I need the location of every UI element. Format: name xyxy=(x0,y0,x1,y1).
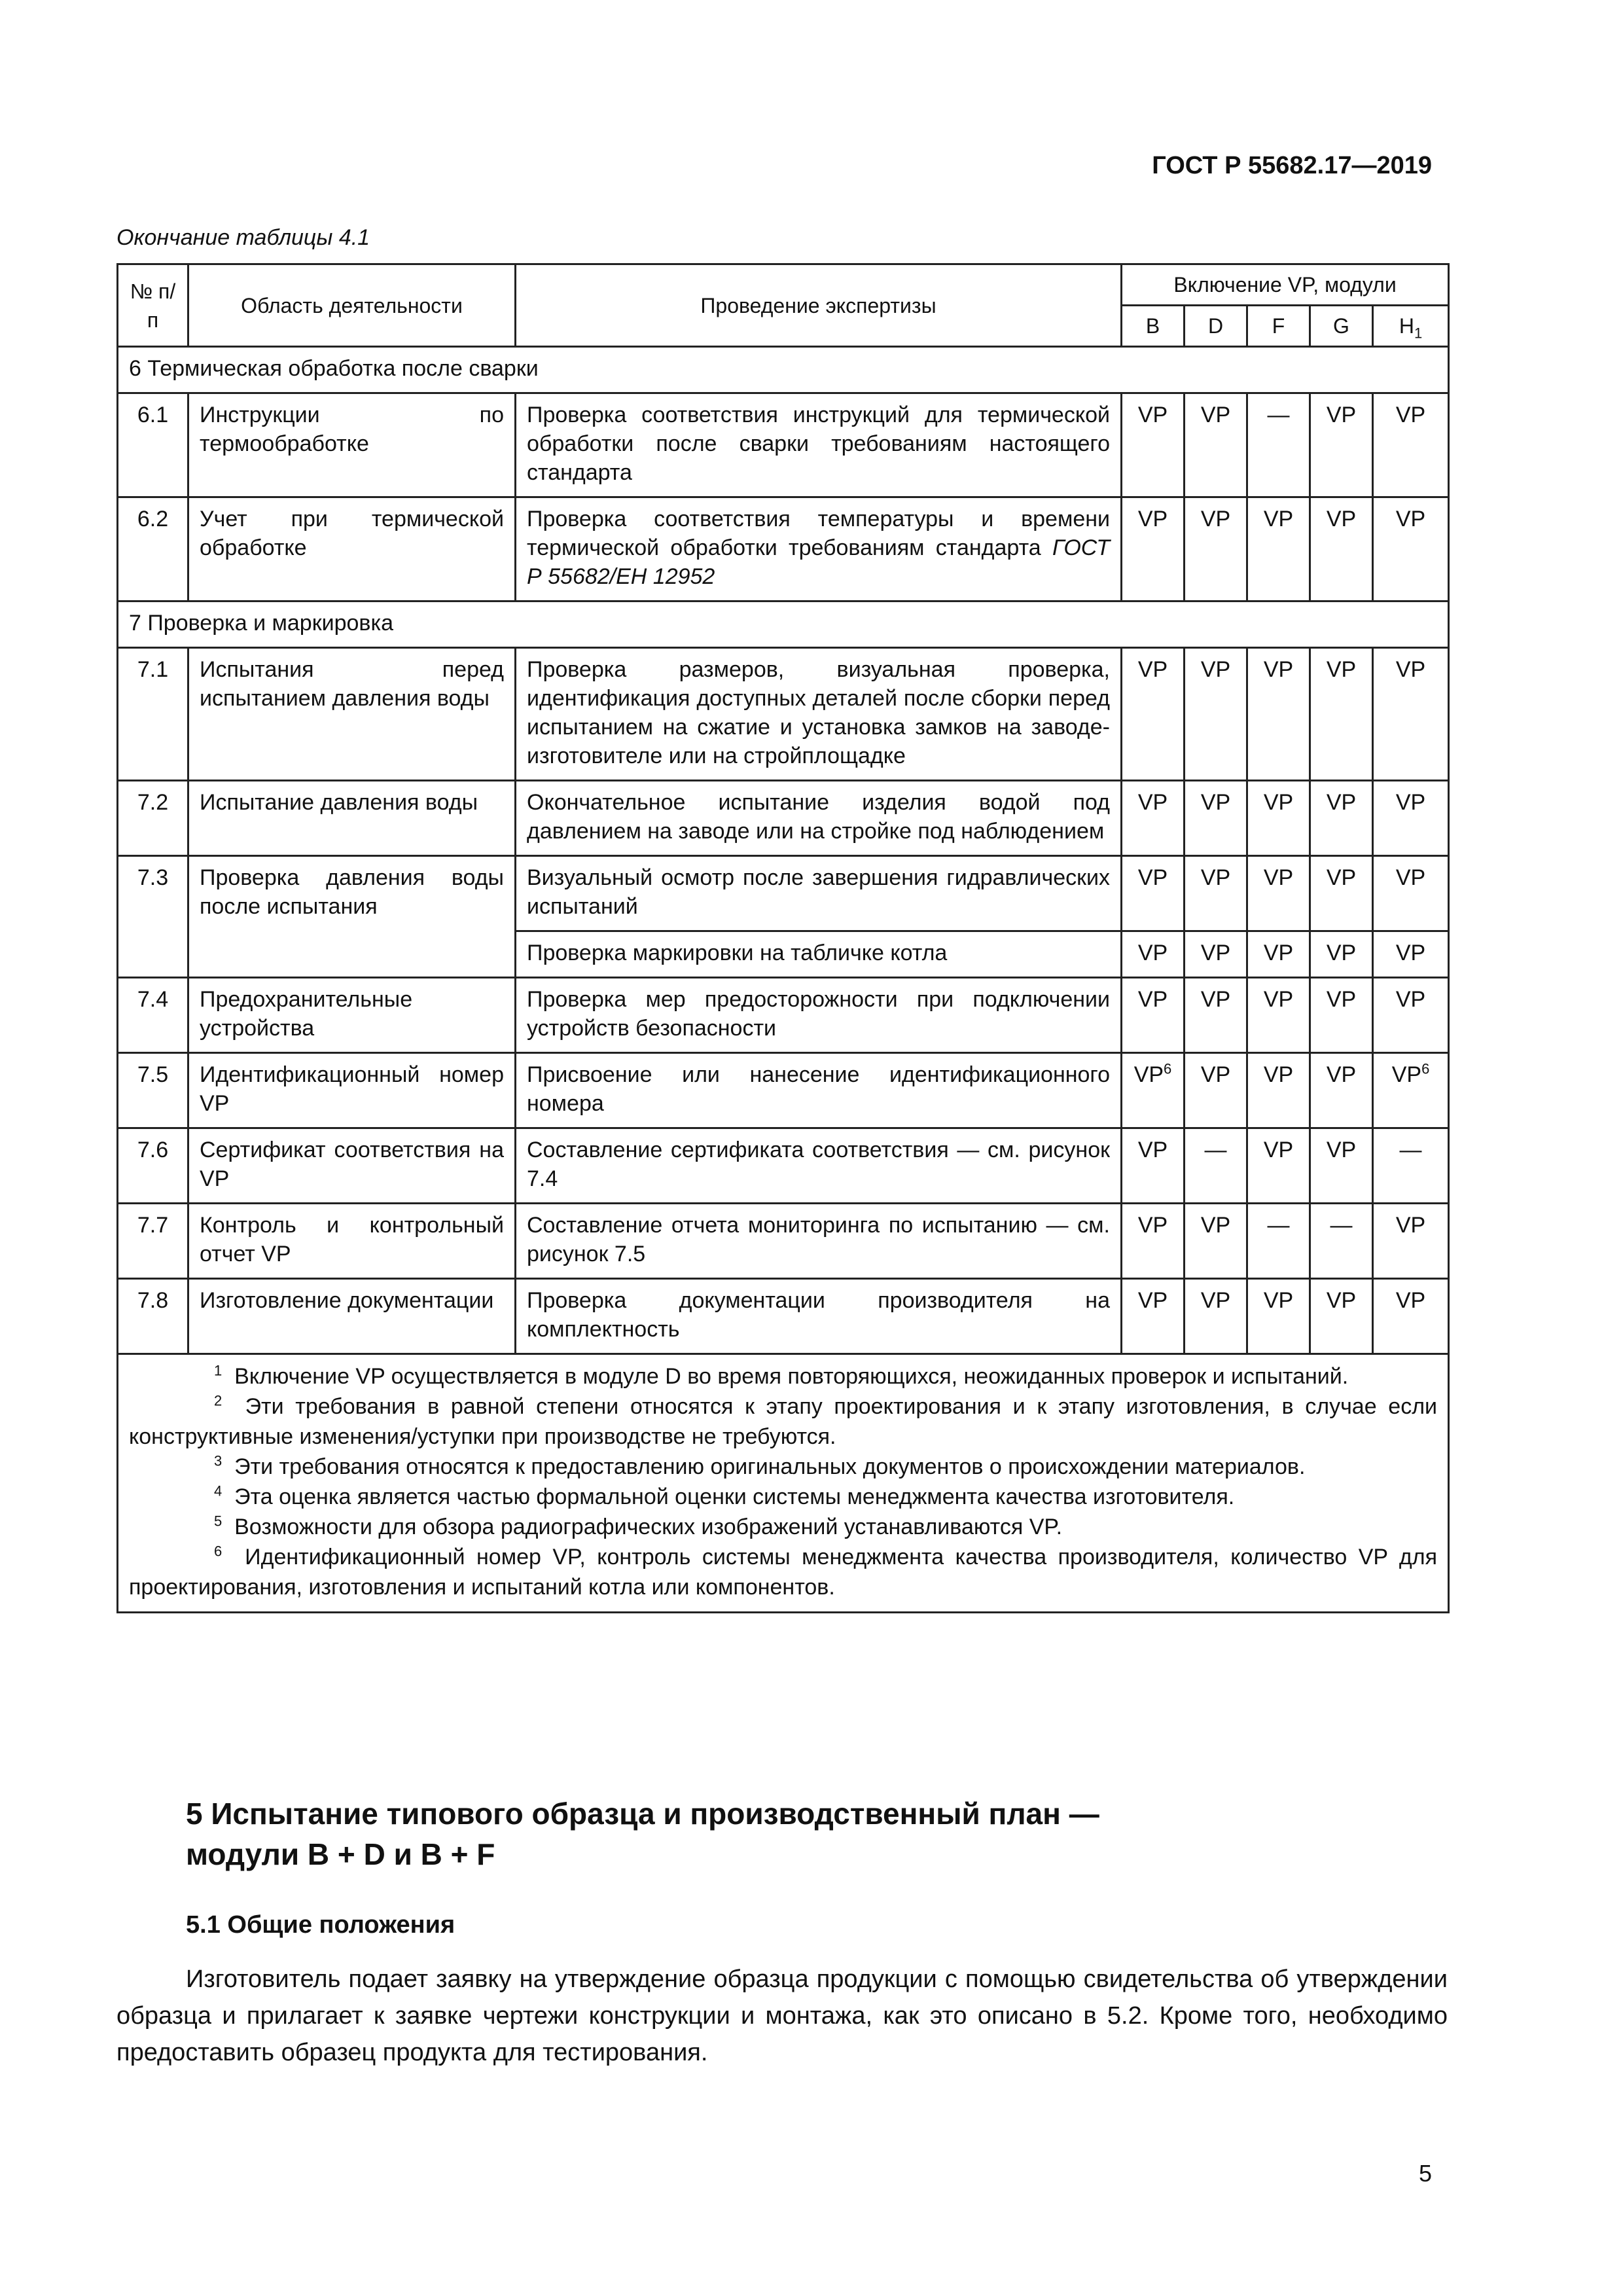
row-area: Испытание давления воды xyxy=(188,781,516,856)
cell-h: VP xyxy=(1373,393,1449,497)
cell-f: — xyxy=(1247,1204,1310,1279)
footnote-ref: 6 xyxy=(1421,1060,1430,1077)
header-inclusion: Включение VP, модули xyxy=(1122,264,1449,306)
cell-f: VP xyxy=(1247,931,1310,978)
header-exam: Проведение экспертизы xyxy=(516,264,1122,347)
cell-b: VP xyxy=(1122,856,1185,931)
cell-f: VP xyxy=(1247,856,1310,931)
row-number: 7.7 xyxy=(118,1204,188,1279)
table-row xyxy=(118,856,1449,931)
cell-f: VP xyxy=(1247,1128,1310,1204)
row-exam: Проверка размеров, визуальная проверка, идентификация доступных деталей после сборки перед испытанием на сжатие и установка замков на заводе-изготовителе или на стройплощадке xyxy=(516,648,1122,781)
footnote-text: Включение VP осуществляется в модуле D во время повторяющихся, неожиданных проверок и испытаний. xyxy=(234,1364,1349,1389)
footnote xyxy=(129,1452,1437,1482)
section-heading xyxy=(186,1793,1429,1874)
footnote-number: 6 xyxy=(214,1543,223,1560)
row-area: Предохранительные устройства xyxy=(188,978,516,1053)
row-number: 7.8 xyxy=(118,1279,188,1354)
body-paragraph: Изготовитель подает заявку на утверждение образца продукции с помощью свидетельства об утверждении образца и прилагает к заявке чертежи конструкции и монтажа, как это описано в 5.2. Кроме того, необходимо предоставить образец продукта для тестирования. xyxy=(116,1965,1448,2066)
table-row xyxy=(118,781,1449,856)
cell-h: — xyxy=(1373,1128,1449,1204)
table-row xyxy=(118,1053,1449,1128)
row-area: Учет при термической обработке xyxy=(188,497,516,601)
cell-h: VP xyxy=(1373,1204,1449,1279)
header-module-g: G xyxy=(1310,306,1373,347)
cell-d: VP xyxy=(1185,1053,1247,1128)
table-caption: Окончание таблицы 4.1 xyxy=(116,225,370,250)
cell-d: VP xyxy=(1185,1204,1247,1279)
cell-f: — xyxy=(1247,393,1310,497)
row-area: Изготовление документации xyxy=(188,1279,516,1354)
header-row-1 xyxy=(118,264,1449,306)
footnote xyxy=(129,1512,1437,1542)
row-area: Сертификат соответствия на VP xyxy=(188,1128,516,1204)
table-row xyxy=(118,497,1449,601)
cell-d: VP xyxy=(1185,978,1247,1053)
cell-b xyxy=(1122,1053,1185,1128)
cell-b: VP xyxy=(1122,1279,1185,1354)
page-number: 5 xyxy=(1418,2160,1432,2187)
footnote-text: Эти требования относятся к предоставлению оригинальных документов о происхождении материалов. xyxy=(234,1454,1306,1479)
cell-h: VP xyxy=(1373,781,1449,856)
row-area: Проверка давления воды после испытания xyxy=(188,856,516,978)
cell-value: VP xyxy=(1133,1062,1164,1087)
footnote xyxy=(129,1482,1437,1512)
table-row xyxy=(118,1128,1449,1204)
cell-b: VP xyxy=(1122,931,1185,978)
cell-d: VP xyxy=(1185,856,1247,931)
footnote-text: Идентификационный номер VP, контроль системы менеджмента качества производителя, количество VP для проектирования, изготовления и испытаний котла или компонентов. xyxy=(129,1545,1438,1600)
cell-h: VP xyxy=(1373,497,1449,601)
subsection-heading: 5.1 Общие положения xyxy=(186,1911,455,1939)
cell-b: VP xyxy=(1122,1128,1185,1204)
footnote-text: Эта оценка является частью формальной оценки системы менеджмента качества изготовителя. xyxy=(234,1484,1235,1509)
cell-d: VP xyxy=(1185,393,1247,497)
cell-f: VP xyxy=(1247,781,1310,856)
row-area: Контроль и контрольный отчет VP xyxy=(188,1204,516,1279)
cell-h: VP xyxy=(1373,931,1449,978)
cell-d: VP xyxy=(1185,931,1247,978)
document-code: ГОСТ Р 55682.17—2019 xyxy=(1152,152,1432,179)
row-exam: Составление отчета мониторинга по испытанию — см. рисунок 7.5 xyxy=(516,1204,1122,1279)
row-number: 7.1 xyxy=(118,648,188,781)
row-area: Инструкции по термообработке xyxy=(188,393,516,497)
row-number: 6.2 xyxy=(118,497,188,601)
footnote-number: 2 xyxy=(214,1392,223,1409)
footnote xyxy=(129,1542,1437,1602)
cell-g: VP xyxy=(1310,1128,1373,1204)
cell-d: — xyxy=(1185,1128,1247,1204)
cell-g: VP xyxy=(1310,497,1373,601)
row-exam-standard: ГОСТ Р 55682/ЕН 12952 xyxy=(527,535,1110,589)
cell-g: VP xyxy=(1310,393,1373,497)
cell-b: VP xyxy=(1122,393,1185,497)
footnote-number: 5 xyxy=(214,1513,223,1530)
section-heading-line-1: 5 Испытание типового образца и производственный план — xyxy=(186,1797,1099,1831)
row-exam-text: Проверка соответствия температуры и времени термической обработки требованиям стандарта xyxy=(527,507,1110,560)
row-exam: Проверка документации производителя на комплектность xyxy=(516,1279,1122,1354)
footnote xyxy=(129,1391,1437,1452)
header-module-f: F xyxy=(1247,306,1310,347)
cell-g: VP xyxy=(1310,856,1373,931)
assessment-table xyxy=(116,263,1450,1613)
cell-value: VP xyxy=(1391,1062,1422,1087)
cell-d: VP xyxy=(1185,497,1247,601)
cell-f: VP xyxy=(1247,648,1310,781)
table-row xyxy=(118,648,1449,781)
row-exam: Проверка мер предосторожности при подключении устройств безопасности xyxy=(516,978,1122,1053)
row-exam: Составление сертификата соответствия — см. рисунок 7.4 xyxy=(516,1128,1122,1204)
cell-h xyxy=(1373,1053,1449,1128)
row-number: 7.4 xyxy=(118,978,188,1053)
header-num: № п/п xyxy=(118,264,188,347)
cell-g: VP xyxy=(1310,1279,1373,1354)
cell-f: VP xyxy=(1247,1053,1310,1128)
cell-h: VP xyxy=(1373,648,1449,781)
cell-b: VP xyxy=(1122,497,1185,601)
cell-f: VP xyxy=(1247,497,1310,601)
row-exam: Визуальный осмотр после завершения гидравлических испытаний xyxy=(516,856,1122,931)
row-exam xyxy=(516,497,1122,601)
cell-b: VP xyxy=(1122,648,1185,781)
cell-h: VP xyxy=(1373,1279,1449,1354)
table-row xyxy=(118,1279,1449,1354)
cell-g: VP xyxy=(1310,1053,1373,1128)
header-area: Область деятельности xyxy=(188,264,516,347)
footnote-number: 3 xyxy=(214,1452,223,1469)
footnote-text: Возможности для обзора радиографических изображений устанавливаются VP. xyxy=(234,1515,1063,1539)
cell-d: VP xyxy=(1185,648,1247,781)
footnote-number: 1 xyxy=(214,1362,223,1379)
row-number: 7.6 xyxy=(118,1128,188,1204)
footnote xyxy=(129,1361,1437,1391)
section-heading-line-2: модули B + D и B + F xyxy=(186,1837,495,1871)
header-module-d: D xyxy=(1185,306,1247,347)
cell-f: VP xyxy=(1247,1279,1310,1354)
row-exam: Проверка соответствия инструкций для термической обработки после сварки требованиям настоящего стандарта xyxy=(516,393,1122,497)
header-module-b: B xyxy=(1122,306,1185,347)
row-exam: Присвоение или нанесение идентификационного номера xyxy=(516,1053,1122,1128)
table-notes-row xyxy=(118,1354,1449,1613)
row-area: Испытания перед испытанием давления воды xyxy=(188,648,516,781)
cell-h: VP xyxy=(1373,978,1449,1053)
section-title: 7 Проверка и маркировка xyxy=(118,601,1449,648)
footnote-ref: 6 xyxy=(1164,1060,1172,1077)
header-module-h xyxy=(1373,306,1449,347)
footnote-number: 4 xyxy=(214,1482,223,1499)
cell-d: VP xyxy=(1185,1279,1247,1354)
cell-g: — xyxy=(1310,1204,1373,1279)
row-number: 6.1 xyxy=(118,393,188,497)
cell-f: VP xyxy=(1247,978,1310,1053)
header-module-h-index: 1 xyxy=(1414,325,1423,342)
footnote-text: Эти требования в равной степени относятся к этапу проектирования и к этапу изготовления, в случае если конструктивные изменения/уступки при производстве не требуются. xyxy=(129,1394,1438,1449)
cell-h: VP xyxy=(1373,856,1449,931)
cell-b: VP xyxy=(1122,781,1185,856)
table-row xyxy=(118,978,1449,1053)
section-row-7 xyxy=(118,601,1449,648)
table-notes xyxy=(118,1354,1449,1613)
row-exam: Проверка маркировки на табличке котла xyxy=(516,931,1122,978)
cell-g: VP xyxy=(1310,648,1373,781)
cell-g: VP xyxy=(1310,781,1373,856)
cell-b: VP xyxy=(1122,978,1185,1053)
section-row-6 xyxy=(118,347,1449,393)
row-exam: Окончательное испытание изделия водой под давлением на заводе или на стройке под наблюдением xyxy=(516,781,1122,856)
cell-g: VP xyxy=(1310,978,1373,1053)
cell-g: VP xyxy=(1310,931,1373,978)
header-module-h-letter: H xyxy=(1399,314,1414,338)
row-number: 7.3 xyxy=(118,856,188,978)
row-area: Идентификационный номер VP xyxy=(188,1053,516,1128)
table-row xyxy=(118,1204,1449,1279)
row-number: 7.5 xyxy=(118,1053,188,1128)
cell-b: VP xyxy=(1122,1204,1185,1279)
table-row xyxy=(118,393,1449,497)
row-number: 7.2 xyxy=(118,781,188,856)
section-title: 6 Термическая обработка после сварки xyxy=(118,347,1449,393)
cell-d: VP xyxy=(1185,781,1247,856)
